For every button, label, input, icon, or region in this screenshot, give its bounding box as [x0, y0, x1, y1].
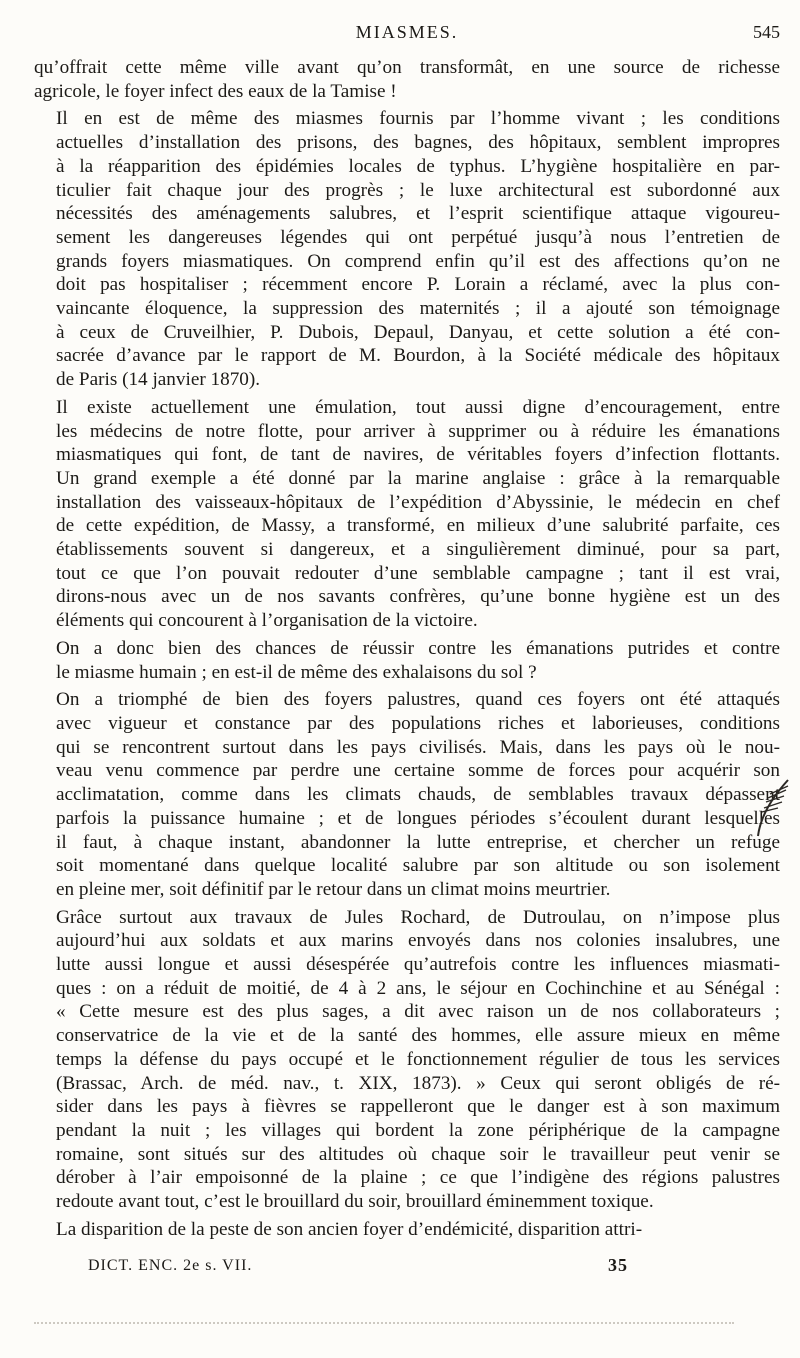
text-line: tout ce que l’on pouvait redouter d’une semblable campagne ; tant il est vrai, [56, 562, 780, 584]
scan-edge-marks [34, 1322, 734, 1328]
text-line: éléments qui concourent à l’organisation de la victoire. [56, 610, 478, 632]
text-line: vaincante éloquence, la suppression des maternités ; il a ajouté son témoignage [56, 298, 780, 320]
text-line: acclimatation, comme dans les climats chauds, de semblables travaux dépassent [56, 784, 780, 806]
text-line: ticulier fait chaque jour des progrès ; le luxe architectural est subordonné aux [56, 179, 780, 201]
text-line: (Brassac, Arch. de méd. nav., t. XIX, 1873). » Ceux qui seront obligés de ré- [56, 1072, 780, 1094]
text-line: veau venu commence par perdre une certaine somme de forces pour acquérir son [56, 760, 780, 782]
text-line: romaine, sont situés sur des altitudes où chaque soir le travailleur peut venir se [56, 1143, 780, 1165]
paragraph [34, 56, 780, 103]
text-line: le miasme humain ; en est-il de même des exhalaisons du sol ? [56, 661, 537, 683]
text-line: en pleine mer, soit définitif par le retour dans un climat moins meurtrier. [56, 878, 611, 900]
running-title: MIASMES. [355, 22, 459, 42]
text-line: soit momentané dans quelque localité salubre par son altitude ou son isolement [56, 855, 780, 877]
paragraph [34, 688, 780, 901]
sheet-number: 35 [608, 1255, 628, 1275]
text-line: Il existe actuellement une émulation, tout aussi digne d’encouragement, entre [56, 396, 780, 418]
page-footer [88, 1255, 628, 1279]
paragraph [34, 396, 780, 633]
text-line: sacrée d’avance par le rapport de M. Bourdon, à la Société médicale des hôpitaux [56, 345, 780, 367]
text-line: conservatrice de la vie et de la santé des hommes, elle assure mieux en même [56, 1025, 780, 1047]
text-line: lutte aussi longue et aussi désespérée qu’autrefois contre les influences miasmati- [56, 954, 780, 976]
running-header [34, 22, 780, 46]
text-line: à ceux de Cruveilhier, P. Dubois, Depaul, Danyau, et cette solution a été con- [56, 321, 780, 343]
paragraph [34, 107, 780, 391]
text-line: Un grand exemple a été donné par la marine anglaise : grâce à la remarquable [56, 467, 780, 489]
text-line: qu’offrait cette même ville avant qu’on transformât, en une source de richesse [34, 57, 780, 78]
text-line: dirons-nous avec un de nos savants confrères, qu’une bonne hygiène est un des [56, 586, 780, 608]
text-line: Grâce surtout aux travaux de Jules Rochard, de Dutroulau, on n’impose plus [56, 906, 780, 928]
text-line: « Cette mesure est des plus sages, a dit avec raison un de nos collaborateurs ; [56, 1001, 780, 1023]
text-line: dérober à l’air empoisonné de la plaine ; ce que l’indigène des régions palustres [56, 1167, 780, 1189]
text-line: installation des vaisseaux-hôpitaux de l’expédition d’Abyssinie, le médecin en chef [56, 491, 780, 513]
page-number: 545 [753, 22, 780, 42]
text-line: avec vigueur et constance par des populations riches et laborieuses, conditions [56, 712, 780, 734]
text-line: de Paris (14 janvier 1870). [56, 369, 261, 391]
text-line: miasmatiques qui font, de tant de navires, de véritables foyers d’infection flottants. [56, 444, 780, 466]
text-line: redoute avant tout, c’est le brouillard du soir, brouillard éminemment toxique. [56, 1191, 654, 1213]
paragraph [34, 1218, 780, 1242]
text-line: à la réapparition des épidémies locales de typhus. L’hygiène hospitalière en par- [56, 155, 780, 177]
paragraph [34, 637, 780, 684]
text-line: nécessités des aménagements salubres, et l’esprit scientifique attaque vigoureu- [56, 203, 780, 225]
text-line: On a donc bien des chances de réussir contre les émanations putrides et contre [56, 637, 780, 659]
text-line: les médecins de notre flotte, pour arriver à supprimer ou à réduire les émanations [56, 420, 780, 442]
text-line: doit pas hospitaliser ; récemment encore P. Lorain a réclamé, avec la plus con- [56, 274, 780, 296]
text-line: grands foyers miasmatiques. On comprend enfin qu’il est des affections qu’on ne [56, 250, 780, 272]
text-line: On a triomphé de bien des foyers palustres, quand ces foyers ont été attaqués [56, 689, 780, 711]
text-line: pendant la nuit ; les villages qui bordent la zone périphérique de la campagne [56, 1119, 780, 1141]
text-line: actuelles d’installation des prisons, des bagnes, des hôpitaux, semblent impropres [56, 132, 780, 154]
text-line: qui se rencontrent surtout dans les pays civilisés. Mais, dans les pays où le nou- [56, 736, 780, 758]
text-line: sement les dangereuses légendes qui ont perpétué jusqu’à nous l’entretien de [56, 226, 780, 248]
text-line: il faut, à chaque instant, abandonner la lutte entreprise, et chercher un refuge [56, 831, 780, 853]
text-line: agricole, le foyer infect des eaux de la Tamise ! [34, 80, 397, 102]
text-line: aujourd’hui aux soldats et aux marins envoyés dans nos colonies insalubres, une [56, 930, 780, 952]
text-line: temps la défense du pays occupé et le fonctionnement régulier de tous les services [56, 1048, 780, 1070]
text-line: parfois la puissance humaine ; et de longues périodes s’écoulent durant lesquelles [56, 807, 780, 829]
body-text [34, 56, 780, 1241]
paragraph [34, 906, 780, 1214]
text-line: établissements souvent si dangereux, et a singulièrement diminué, pour sa part, [56, 539, 780, 561]
text-line: de cette expédition, de Massy, a transformé, en milieux d’une salubrité parfaite, ces [56, 515, 780, 537]
text-line: sider dans les pays à fièvres se rappelleront que le danger est à son maximum [56, 1096, 780, 1118]
signature-mark: DICT. ENC. 2e s. VII. [88, 1257, 253, 1274]
text-line: ques : on a réduit de moitié, de 4 à 2 ans, le séjour en Cochinchine et au Sénégal : [56, 977, 780, 999]
text-line: Il en est de même des miasmes fournis par l’homme vivant ; les conditions [56, 108, 780, 130]
text-line: La disparition de la peste de son ancien foyer d’endémicité, disparition attri- [56, 1218, 643, 1240]
quill-mark-icon [748, 772, 794, 840]
